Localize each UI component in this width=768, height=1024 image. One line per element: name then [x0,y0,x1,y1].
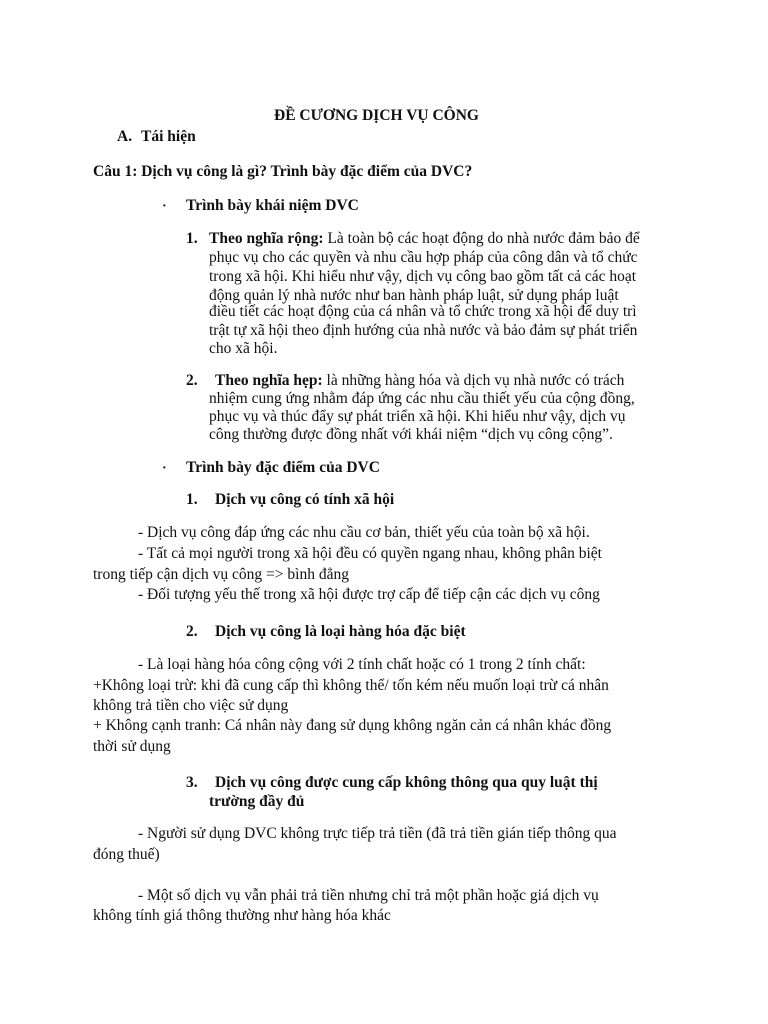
feature-line: thời sử dụng [93,738,171,755]
concept-broad-text: Là toàn bộ các hoạt động do nhà nước đảm bảo để [323,230,640,247]
feature-number: 1. [186,491,198,508]
feature-line: - Tất cả mọi người trong xã hội đều có quyền ngang nhau, không phân biệt [138,545,602,562]
feature-line: đóng thuế) [93,846,160,863]
concept-broad-line: phục vụ cho các quyền và nhu cầu hợp pháp của công dân và tổ chức [209,249,638,266]
feature-line: - Người sử dụng DVC không trực tiếp trả tiền (đã trả tiền gián tiếp thông qua [138,825,617,842]
feature-heading: Dịch vụ công là loại hàng hóa đặc biệt [215,623,466,640]
feature-line: - Một số dịch vụ vẫn phải trả tiền nhưng chỉ trả một phần hoặc giá dịch vụ [138,887,599,904]
feature-number: 3. [186,774,198,791]
feature-line: + Không cạnh tranh: Cá nhân này đang sử dụng không ngăn cản cá nhân khác đồng [93,717,612,734]
feature-line: không tính giá thông thường như hàng hóa khác [93,907,391,924]
feature-line: - Là loại hàng hóa công cộng với 2 tính chất hoặc có 1 trong 2 tính chất: [138,656,586,673]
concept-broad-line [209,229,640,248]
concept-number: 2. [186,372,198,389]
concept-broad-line: điều tiết các hoạt động của cá nhân và tổ chức trong xã hội để duy trì [209,303,637,320]
document-title: ĐỀ CƯƠNG DỊCH VỤ CÔNG [274,107,479,124]
concept-broad-line: trật tự xã hội theo định hướng của nhà nước và bảo đảm sự phát triển [209,322,638,339]
feature-number: 2. [186,623,198,640]
feature-line: - Dịch vụ công đáp ứng các nhu cầu cơ bản, thiết yếu của toàn bộ xã hội. [138,524,590,541]
bullet-dot-icon: · [162,461,167,476]
concept-number: 1. [186,230,198,247]
concept-narrow-line: phục vụ và thúc đẩy sự phát triển xã hội. Khi hiểu như vậy, dịch vụ [209,408,626,425]
feature-heading: trường đầy đủ [209,793,305,810]
bullet-concept-heading: Trình bày khái niệm DVC [186,197,359,214]
section-a-marker: A. [117,128,133,145]
feature-heading: Dịch vụ công được cung cấp không thông qua quy luật thị [215,774,598,791]
feature-line: không trả tiền cho việc sử dụng [93,697,289,714]
question-1: Câu 1: Dịch vụ công là gì? Trình bày đặc điểm của DVC? [93,163,473,180]
section-a-label: Tái hiện [141,128,196,145]
bullet-dot-icon: · [162,199,167,214]
concept-broad-label: Theo nghĩa rộng: [209,230,324,247]
feature-line: trong tiếp cận dịch vụ công => bình đẳng [93,566,349,583]
concept-broad-line: trong xã hội. Khi hiểu như vậy, dịch vụ công bao gồm tất cả các hoạt [209,268,637,285]
concept-narrow-label: Theo nghĩa hẹp: [215,372,323,389]
feature-line: +Không loại trừ: khi đã cung cấp thì không thể/ tốn kém nếu muốn loại trừ cá nhân [93,677,609,694]
bullet-features-heading: Trình bày đặc điểm của DVC [186,459,380,476]
concept-narrow-line [215,371,624,390]
feature-line: - Đối tượng yếu thế trong xã hội được trợ cấp để tiếp cận các dịch vụ công [138,586,600,603]
concept-broad-line: động quản lý nhà nước như ban hành pháp luật, sử dụng pháp luật [209,287,619,304]
concept-broad-line: cho xã hội. [209,340,278,357]
concept-narrow-line: công thường được đồng nhất với khái niệm “dịch vụ công cộng”. [209,426,613,443]
concept-narrow-text: là những hàng hóa và dịch vụ nhà nước có trách [322,372,625,389]
feature-heading: Dịch vụ công có tính xã hội [215,491,395,508]
concept-narrow-line: nhiệm cung ứng nhằm đáp ứng các nhu cầu thiết yếu của cộng đồng, [209,390,635,407]
